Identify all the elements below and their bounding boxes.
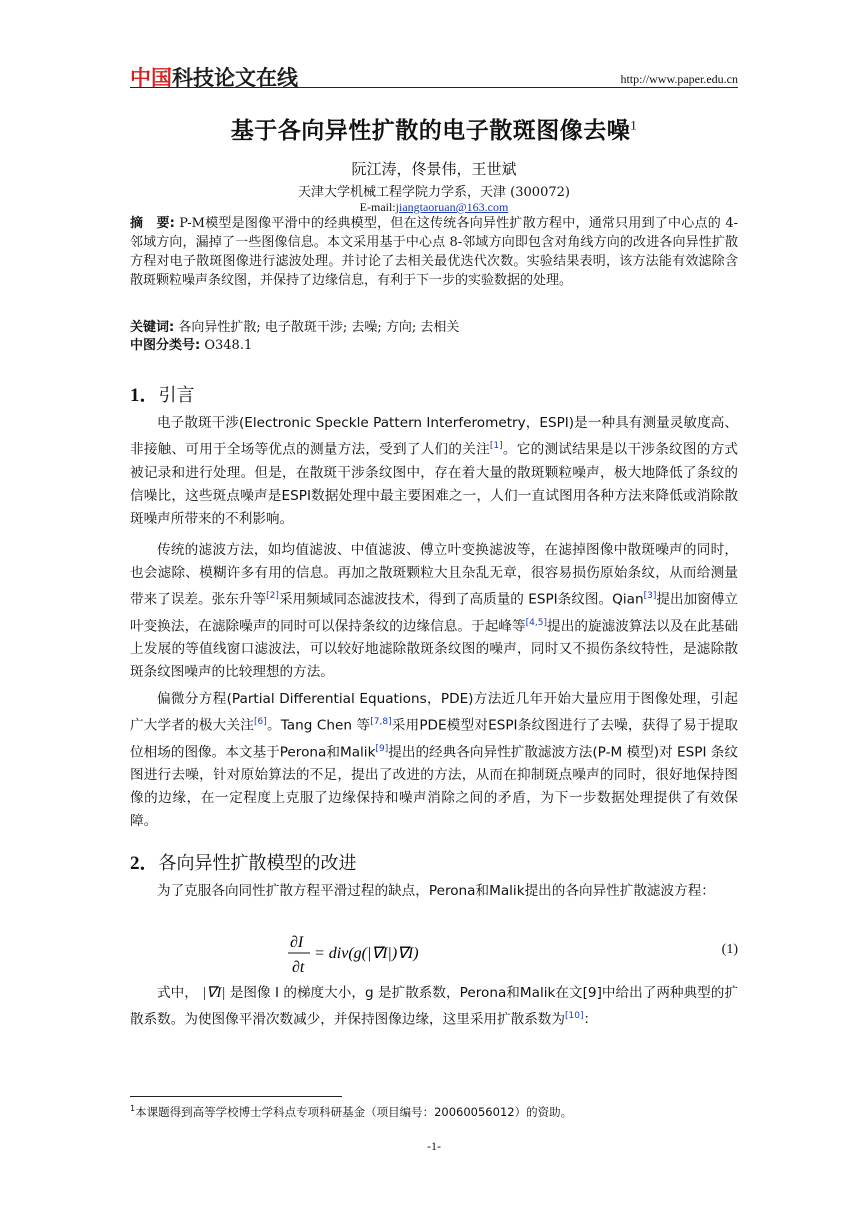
email-link[interactable]: jiangtaoruan@163.com — [395, 200, 509, 214]
email-label: E-mail: — [359, 200, 396, 214]
footnote-mark: 1 — [130, 1104, 136, 1114]
header-rule — [130, 87, 738, 88]
site-url[interactable]: http://www.paper.edu.cn — [620, 72, 738, 86]
classification-code: O348.1 — [204, 338, 253, 353]
abstract-label: 摘 要: — [130, 216, 175, 231]
section-number: 1． — [130, 385, 159, 406]
text-run: 偏微分方程(Partial Differential Equations，PDE)方法近几年开始大量应用于图像处理，引起广大学者的极大关注 — [130, 691, 738, 734]
keywords-text: 各向异性扩散; 电子散斑干涉; 去噪; 方向; 去相关 — [178, 320, 460, 335]
paragraph-intro-3 — [130, 688, 738, 833]
citation[interactable]: [2] — [266, 591, 279, 601]
eq-rhs: = div(g(|∇I|)∇I) — [314, 945, 419, 962]
citation[interactable]: [10] — [565, 1011, 584, 1021]
paragraph-model-2 — [130, 982, 738, 1032]
footnote-rule — [130, 1096, 342, 1097]
citation[interactable]: [9] — [375, 743, 389, 754]
affiliation: 天津大学机械工程学院力学系，天津 (300072) — [298, 185, 570, 200]
section-number: 2． — [130, 853, 159, 874]
eq-numerator: ∂I — [290, 934, 304, 951]
text-run: 采用PDE模型对ESPI条纹图进行了去噪，获得了易于提取位相场的图像。本文基于Perona和Malik — [130, 717, 739, 761]
footnote-text: 本课题得到高等学校博士学科点专项科研基金（项目编号：20060056012）的资助。 — [135, 1105, 573, 1119]
equation-graphic — [130, 926, 738, 978]
text-run: 。它的测试结果是以干涉条纹图的方式被记录和进行处理。但是，在散斑干涉条纹图中，存在着大量的散斑颗粒噪声，极大地降低了条纹的信噪比，这些斑点噪声是ESPI数据处理中最主要困难之一，人们一直试图用各种方法来降低或消除散斑噪声所带来的不利影响。 — [130, 441, 739, 527]
paragraph-intro-2 — [130, 539, 738, 684]
logo-red-text: 中国 — [130, 66, 172, 90]
text-run: 提出加窗傅立叶变换法，在滤除噪声的同时可以保持条纹的边缘信息。于起峰等 — [130, 591, 739, 635]
abstract — [130, 214, 738, 290]
citation[interactable]: [3] — [643, 591, 657, 601]
keywords-label: 关键词: — [130, 320, 175, 335]
text-run: ： — [583, 1011, 598, 1028]
equation-number: (1) — [721, 942, 738, 957]
paragraph-model-1: 为了克服各向同性扩散方程平滑过程的缺点，Perona和Malik提出的各向异性扩散滤波方程： — [157, 883, 715, 899]
section-title: 引言 — [158, 385, 195, 406]
classification — [130, 334, 738, 353]
text-run: 传统的滤波方法，如均值滤波、中值滤波、傅立叶变换滤波等，在滤掉图像中散斑噪声的同时，也会滤除、模糊许多有用的信息。再加之散斑颗粒大且杂乱无章，很容易损伤原始条纹，从而给测量带来了误差。张东升等 — [130, 542, 738, 608]
equation-1 — [130, 926, 738, 978]
paper-title-text: 基于各向异性扩散的电子散斑图像去噪 — [230, 118, 631, 144]
authors: 阮江涛，佟景伟，王世斌 — [351, 160, 517, 178]
text-run: 电子散斑干涉(Electronic Speckle Pattern Interferometry，ESPI)是一种具有测量灵敏度高、非接触、可用于全场等优点的测量方法，受到了人们的关注 — [130, 415, 738, 458]
text-run: 是图像 I 的梯度大小，g 是扩散系数，Perona和Malik在文[9]中给出了两种典型的扩散系数。为使图像平滑次数减少，并保持图像边缘，这里采用扩散系数为 — [130, 985, 739, 1028]
footnote — [130, 1104, 738, 1120]
section-heading-2 — [130, 848, 357, 875]
text-run: 提出的经典各向异性扩散滤波方法(P-M 模型)对 ESPI 条纹图进行去噪，针对原始算法的不足，提出了改进的方法，从而在抑制斑点噪声的同时，很好地保持图像的边缘，在一定程度上克服了边缘保持和噪声消除之间的矛盾，为下一步数据处理提供了有效保障。 — [130, 744, 738, 830]
email-line — [130, 200, 738, 215]
eq-denominator: ∂t — [292, 959, 305, 976]
title-footnote-mark: 1 — [630, 117, 638, 133]
text-run: 提出的旋滤波算法以及在此基础上发展的等值线窗口滤波法，可以较好地滤除散斑条纹图的噪声，同时又不损伤条纹特性，是滤除散斑条纹图噪声的比较理想的方法。 — [130, 618, 739, 681]
text-run: 式中， — [157, 985, 198, 1001]
text-run: 采用频域同态滤波技术，得到了高质量的 ESPI条纹图。Qian — [278, 591, 644, 608]
section-heading-1 — [130, 380, 195, 407]
text-run: 。Tang Chen 等 — [266, 717, 371, 734]
gradient-symbol: |∇I| — [202, 985, 226, 1001]
page-number: -1- — [427, 1139, 441, 1153]
page-header — [130, 60, 738, 90]
citation[interactable]: [7,8] — [370, 717, 392, 727]
logo-dark-text: 科技论文在线 — [172, 66, 298, 90]
paragraph-intro-1 — [130, 412, 738, 531]
citation[interactable]: [1] — [489, 441, 503, 451]
classification-label: 中图分类号: — [130, 338, 201, 353]
section-title: 各向异性扩散模型的改进 — [158, 853, 357, 874]
keywords — [130, 316, 738, 335]
abstract-text: P-M模型是图像平滑中的经典模型，但在这传统各向异性扩散方程中，通常只用到了中心点的 4-邻域方向，漏掉了一些图像信息。本文采用基于中心点 8-邻域方向即包含对角线方向的改进各向异性扩散方程对电子散斑图像进行滤波处理。并讨论了去相关最优迭代次数。实验结果表明，该方法能有效滤除含散斑颗粒噪声条纹图，并保持了边缘信息，有利于下一步的实验数据的处理。 — [130, 216, 738, 288]
paper-title — [130, 112, 738, 145]
citation[interactable]: [4,5] — [525, 617, 547, 628]
citation[interactable]: [6] — [254, 717, 267, 727]
